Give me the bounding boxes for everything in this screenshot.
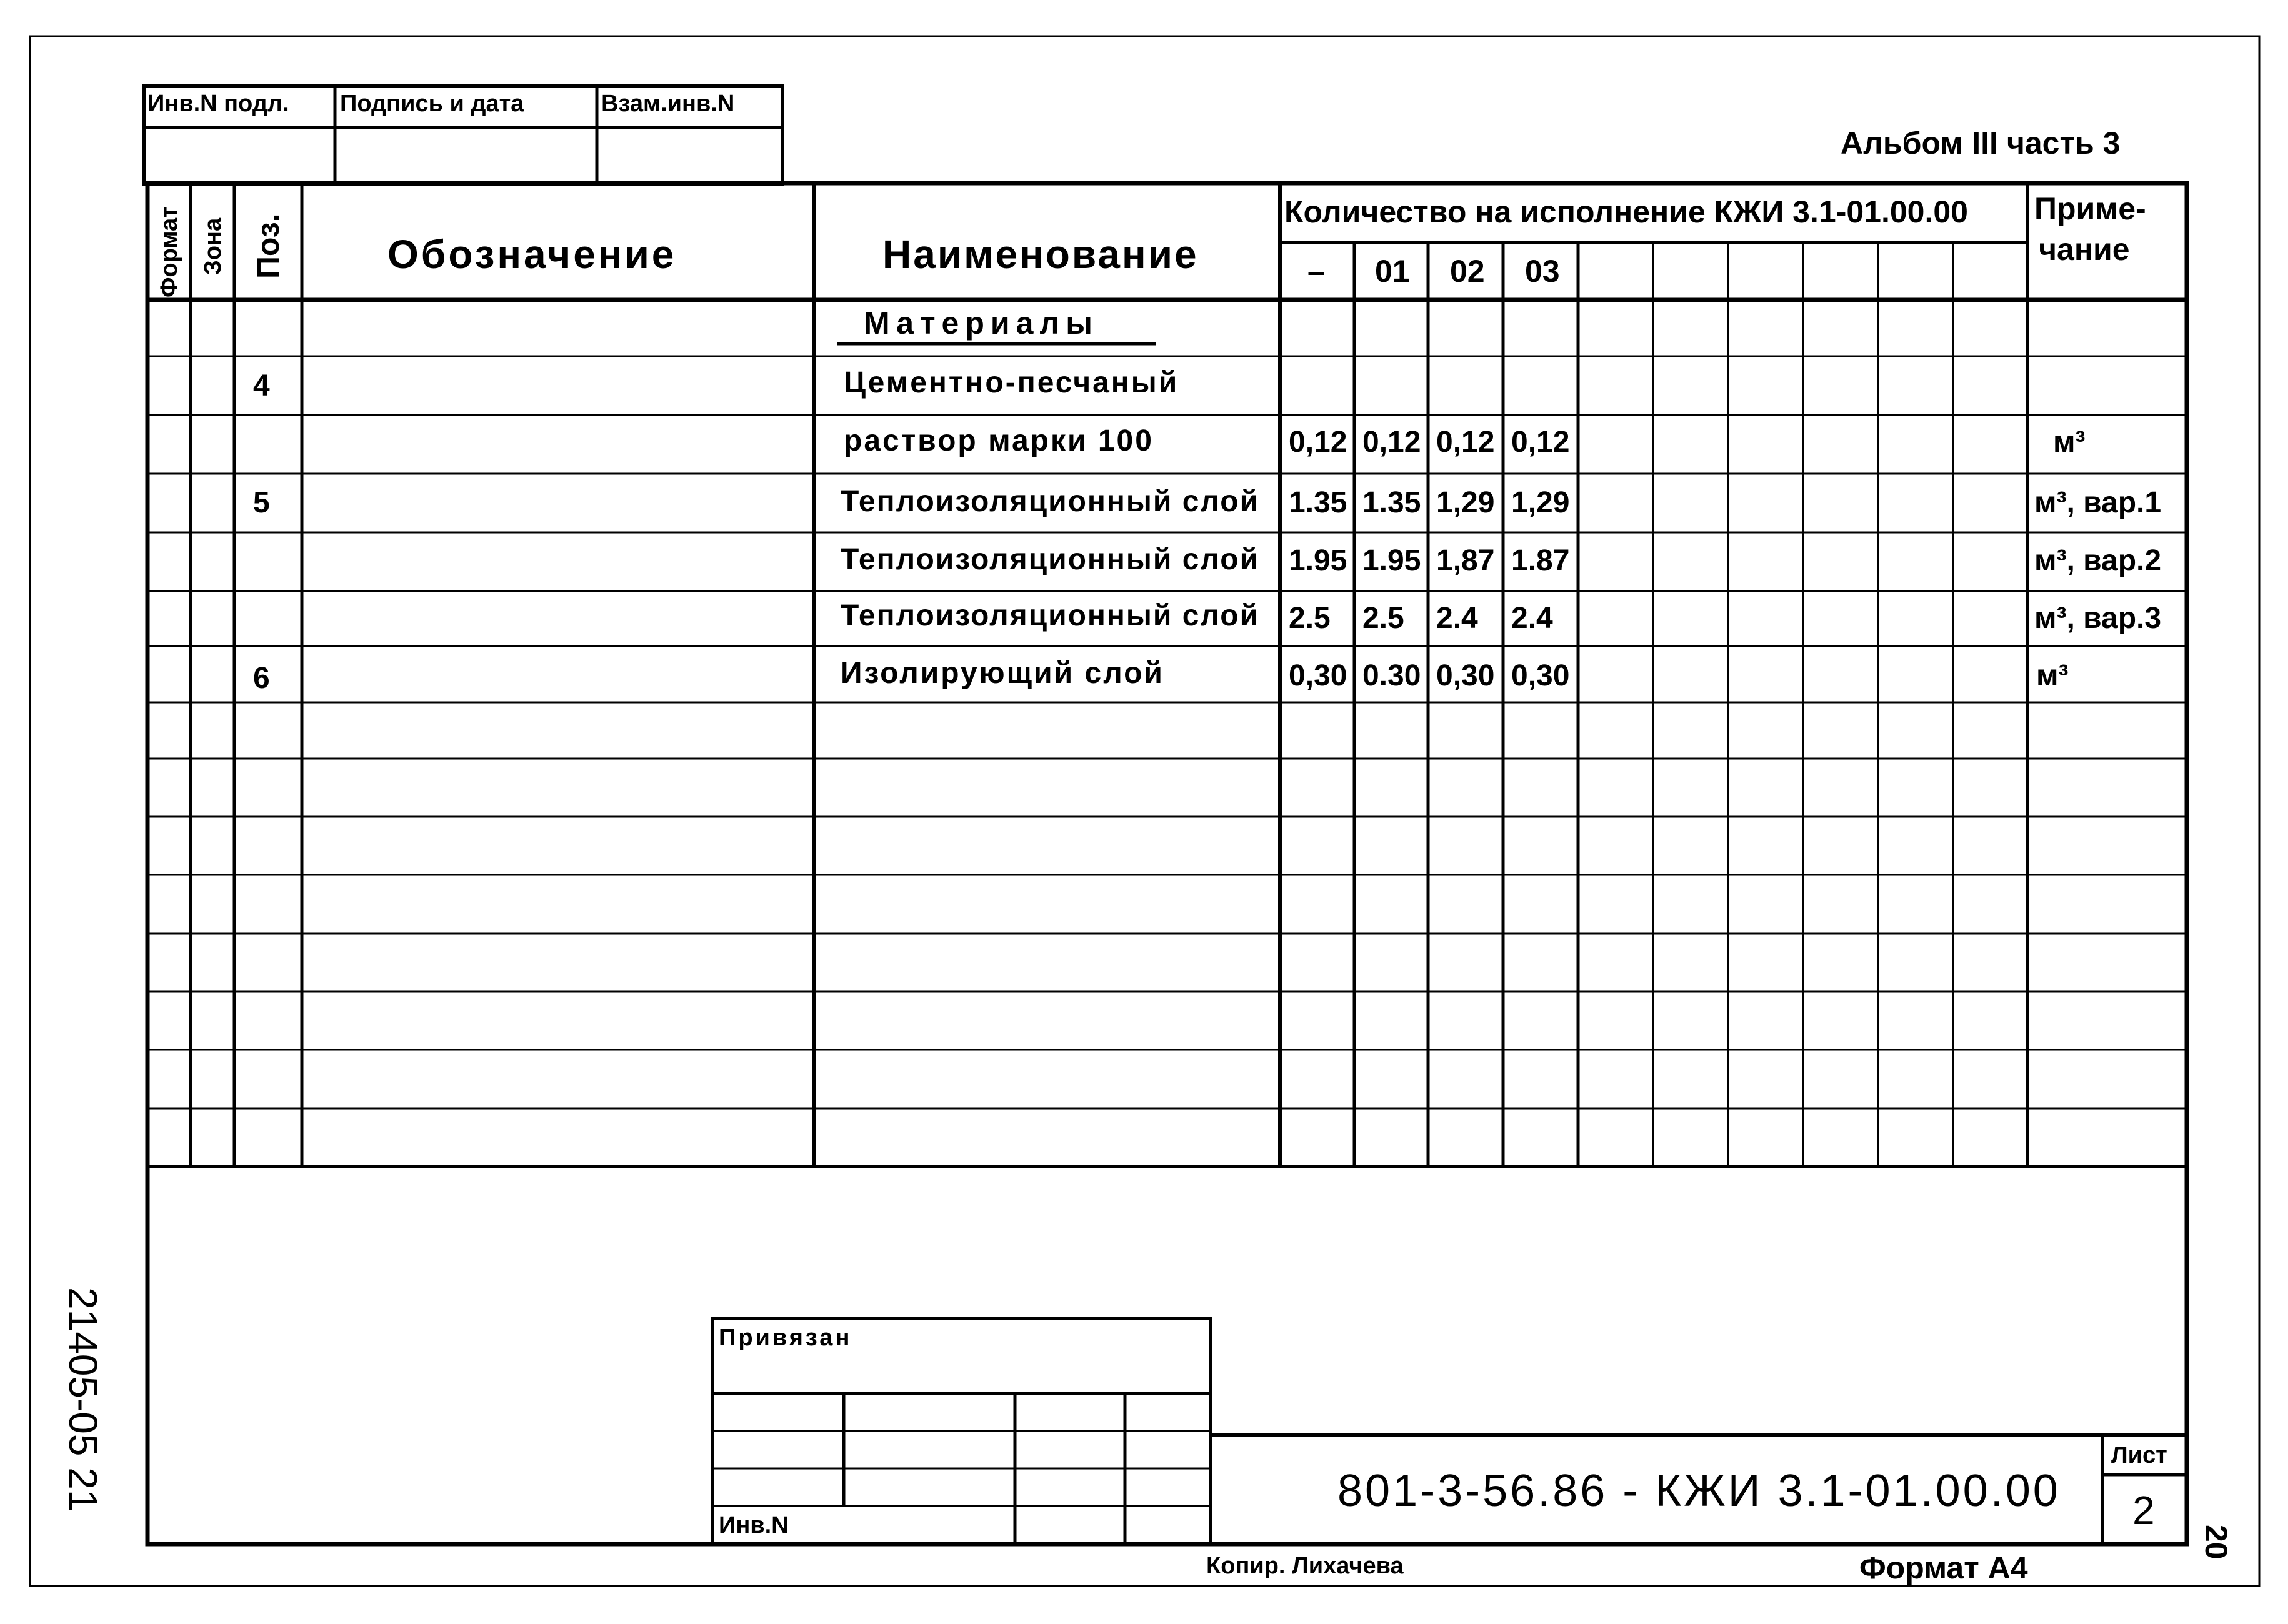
- variant-header-03: 03: [1525, 254, 1560, 289]
- format-label: Формат А4: [1859, 1550, 2028, 1585]
- row-3-poz: 5: [253, 486, 270, 519]
- primechanie-header-2: чание: [2039, 232, 2130, 267]
- row-5-q1: 2.5: [1362, 602, 1404, 635]
- album-label: Альбом III часть 3: [1841, 126, 2121, 161]
- row-5-q0: 2.5: [1289, 602, 1331, 635]
- row-5-q2: 2.4: [1436, 602, 1478, 635]
- list-label: Лист: [2111, 1442, 2167, 1468]
- row-1-poz: 4: [253, 369, 270, 402]
- row-3-q2: 1,29: [1436, 486, 1495, 519]
- row-2-q3: 0,12: [1511, 426, 1570, 459]
- row-5-q3: 2.4: [1511, 602, 1553, 635]
- variant-header-02: 02: [1450, 254, 1485, 289]
- row-3-q0: 1.35: [1289, 486, 1347, 519]
- row-3-q3: 1,29: [1511, 486, 1570, 519]
- row-4-name: Теплоизоляционный слой: [841, 543, 1260, 576]
- inv-n-label: Инв.N: [719, 1512, 789, 1538]
- kopir-label: Копир. Лихачева: [1206, 1553, 1404, 1579]
- row-6-poz: 6: [253, 662, 270, 695]
- inv-podl-label: Инв.N подл.: [147, 91, 289, 117]
- row-2-q2: 0,12: [1436, 426, 1495, 459]
- row-3-note: м³, вар.1: [2034, 486, 2162, 519]
- section-title: Материалы: [864, 306, 1099, 341]
- row-6-q2: 0,30: [1436, 659, 1495, 692]
- primechanie-header-1: Приме-: [2034, 191, 2146, 226]
- row-6-name: Изолирующий слой: [841, 657, 1164, 690]
- oboznachenie-header: Обозначение: [387, 232, 677, 277]
- row-3-name: Теплоизоляционный слой: [841, 485, 1260, 518]
- row-4-q2: 1,87: [1436, 544, 1495, 577]
- naimenovanie-header: Наименование: [882, 232, 1199, 277]
- podpis-data-label: Подпись и дата: [340, 91, 524, 117]
- row-2-q0: 0,12: [1289, 426, 1347, 459]
- row-2-name: раствор марки 100: [844, 424, 1154, 457]
- row-2-note: м³: [2053, 426, 2086, 459]
- row-5-note: м³, вар.3: [2034, 602, 2162, 635]
- variant-header-base: –: [1307, 254, 1325, 289]
- kolichestvo-header: Количество на исполнение КЖИ 3.1-01.00.00: [1284, 194, 1968, 229]
- row-6-q1: 0.30: [1362, 659, 1421, 692]
- row-6-q0: 0,30: [1289, 659, 1347, 692]
- row-1-name: Цементно-песчаный: [844, 366, 1179, 399]
- row-6-q3: 0,30: [1511, 659, 1570, 692]
- row-4-q0: 1.95: [1289, 544, 1347, 577]
- privyazan-label: Привязан: [719, 1325, 852, 1351]
- row-4-q3: 1.87: [1511, 544, 1570, 577]
- row-4-q1: 1.95: [1362, 544, 1421, 577]
- page-corner-number: 20: [2199, 1525, 2234, 1560]
- list-number: 2: [2132, 1488, 2155, 1533]
- format-header: Формат: [156, 206, 182, 297]
- row-5-name: Теплоизоляционный слой: [841, 599, 1260, 632]
- row-3-q1: 1.35: [1362, 486, 1421, 519]
- side-number: 21405-05 21: [61, 1287, 106, 1512]
- row-6-note: м³: [2036, 659, 2069, 692]
- vzam-inv-label: Взам.инв.N: [601, 91, 735, 117]
- row-2-q1: 0,12: [1362, 426, 1421, 459]
- poz-header: Поз.: [251, 213, 286, 279]
- variant-header-01: 01: [1375, 254, 1410, 289]
- row-4-note: м³, вар.2: [2034, 544, 2162, 577]
- zona-header: Зона: [200, 217, 226, 275]
- doc-code: 801-3-56.86 - КЖИ 3.1-01.00.00: [1337, 1466, 2061, 1516]
